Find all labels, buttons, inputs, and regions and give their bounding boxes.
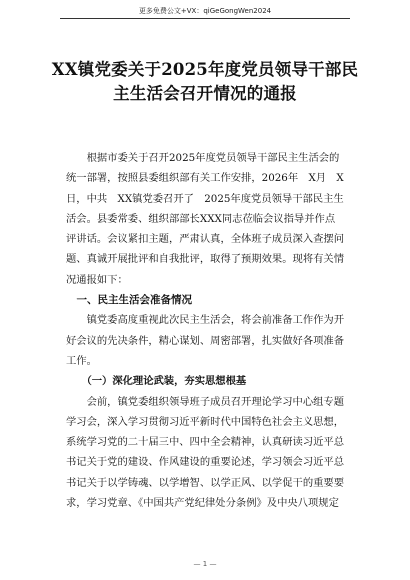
body-line: 系统学习党的二十届三中、四中全会精神，认真研读习近平总 [66, 436, 345, 449]
body-line: 学习会，深入学习贯彻习近平新时代中国特色社会主义思想， [66, 415, 345, 428]
body-line: 求，学习党章、《中国共产党纪律处分条例》及中央八项规定 [66, 497, 339, 510]
page-number: — 1 — [193, 560, 217, 568]
body-line: 统一部署，按照县委组织部有关工作安排，2026年 X月 X [66, 172, 344, 185]
body-line: 日，中共 XX镇党委召开了 2025年度党员领导干部民主生 [66, 192, 344, 205]
body-line: 会前，镇党委组织领导班子成员召开理论学习中心组专题 [86, 395, 345, 408]
body-line: 好会议的先决条件，精心谋划、周密部署，扎实做好各项准备 [66, 334, 345, 347]
body-line: 活会。县委常委、组织部部长XXX同志莅临会议指导并作点 [66, 212, 336, 225]
body-line: 书记关于党的建设、作风建设的重要论述，学习领会习近平总 [66, 456, 345, 469]
title-line-2: 主生活会召开情况的通报 [113, 84, 297, 103]
body-line: 根据市委关于召开2025年度党员领导干部民主生活会的 [86, 152, 340, 164]
title-line-1: XX镇党委关于2025年度党员领导干部民 [51, 60, 359, 79]
document-title [40, 58, 370, 106]
body-line: 评讲话。会议紧扣主题，严肃认真，全体班子成员深入查摆问 [66, 233, 345, 246]
body-line: 题、真诚开展批评和自我批评，取得了预期效果。现将有关情 [66, 253, 345, 266]
body-line: 镇党委高度重视此次民主生活会，将会前准备工作作为开 [86, 314, 345, 327]
body-line: 工作。 [66, 354, 97, 367]
subsection-heading-1: （一）深化理论武装，夯实思想根基 [81, 375, 247, 388]
header-note: 更多免费公文+VX：qiGeGongWen2024 [138, 7, 272, 15]
header-divider [60, 18, 350, 19]
body-line: 书记关于以学铸魂、以学增智、以学正风、以学促干的重要要 [66, 476, 345, 489]
section-heading-1: 一、民主生活会准备情况 [76, 294, 192, 307]
document-body [66, 148, 348, 513]
body-line: 况通报如下： [66, 273, 128, 286]
